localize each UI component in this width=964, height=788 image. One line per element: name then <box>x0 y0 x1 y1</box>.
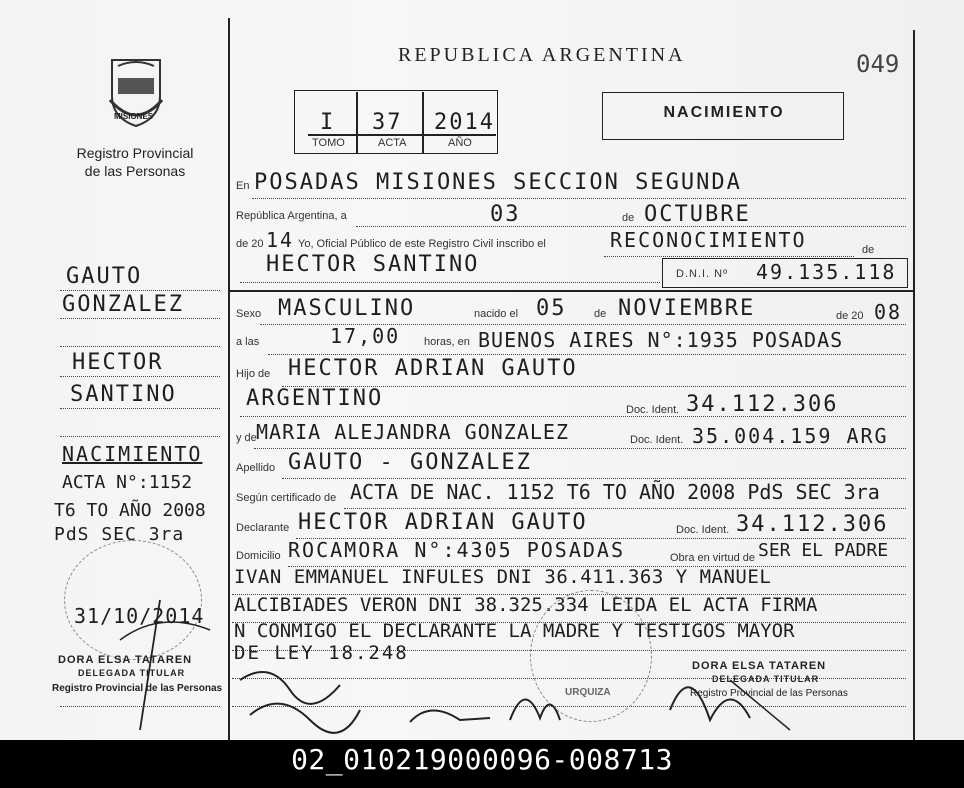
declarant-value: HECTOR ADRIAN GAUTO <box>298 510 588 535</box>
doc-label-1: Doc. Ident. <box>626 404 680 416</box>
doc-label-2: Doc. Ident. <box>630 434 684 446</box>
sidebar-rule-5 <box>60 408 220 409</box>
round-seal-label: URQUIZA <box>565 687 611 698</box>
date-rule <box>356 226 906 227</box>
left-signatory-office: Registro Provincial de las Personas <box>52 683 223 694</box>
registry-name <box>60 144 210 180</box>
act-type-rule <box>604 256 854 257</box>
right-signatory-office: Registro Provincial de las Personas <box>690 688 848 699</box>
sidebar-rule-4 <box>60 376 220 377</box>
dni-value: 49.135.118 <box>756 260 897 284</box>
tomo-label: TOMO <box>312 137 345 149</box>
de-label-2: de <box>862 244 875 256</box>
surname-rule <box>282 478 906 479</box>
registry-name-line-2: de las Personas <box>84 163 186 179</box>
acta-label: ACTA <box>378 137 407 149</box>
declarant-doc-value: 34.112.306 <box>736 512 889 537</box>
nacido-label: nacido el <box>474 308 519 320</box>
republica-label: República Argentina, a <box>236 210 347 222</box>
birth-year-prefix: de 20 <box>836 310 864 322</box>
day-value: 03 <box>490 202 521 227</box>
sidebar-rule-1 <box>60 290 220 291</box>
document-id: 02_010219000096-008713 <box>291 743 673 776</box>
obra-value: SER EL PADRE <box>758 540 889 561</box>
certificate-rule <box>344 508 906 509</box>
sidebar-note-4: PdS SEC 3ra <box>54 524 185 545</box>
sidebar-name-2: SANTINO <box>70 382 177 407</box>
month-value: OCTUBRE <box>644 202 751 227</box>
document-id-footer <box>0 740 964 788</box>
father-nationality-value: ARGENTINO <box>246 386 384 411</box>
sidebar-rule-3 <box>60 346 220 347</box>
country-title: REPUBLICA ARGENTINA <box>398 44 686 66</box>
place-value: POSADAS MISIONES SECCION SEGUNDA <box>254 170 742 195</box>
sexo-value: MASCULINO <box>278 296 416 321</box>
horas-label: horas, en <box>424 336 470 348</box>
sidebar-date: 31/10/2014 <box>74 604 205 628</box>
segun-label: Según certificado de <box>236 492 337 504</box>
en-label: En <box>236 180 250 192</box>
record-type-label: NACIMIENTO <box>663 104 785 121</box>
doc-label-3: Doc. Ident. <box>676 524 730 536</box>
birth-year-suffix: 08 <box>874 300 903 324</box>
sidebar-rule-2 <box>60 318 220 319</box>
left-signatory-name: DORA ELSA TATAREN <box>58 654 193 666</box>
tomo-value: I <box>320 110 336 135</box>
obra-label: Obra en virtud de <box>670 552 755 564</box>
section-rule-1 <box>230 290 914 292</box>
domicilio-label: Domicilio <box>236 550 281 562</box>
certificate-value: ACTA DE NAC. 1152 T6 TO AÑO 2008 PdS SEC 3ra <box>350 480 880 504</box>
sexo-label: Sexo <box>236 308 262 320</box>
record-box-divider-1 <box>356 92 358 154</box>
right-signatory-role: DELEGADA TITULAR <box>712 674 820 684</box>
misiones-seal <box>104 56 168 128</box>
record-box-divider-2 <box>422 92 424 154</box>
sidebar-rule-6 <box>60 436 220 437</box>
child-name-value: HECTOR SANTINO <box>266 252 480 277</box>
observation-line-1: IVAN EMMANUEL INFULES DNI 36.411.363 Y MANUEL <box>234 566 772 588</box>
hijo-label: Hijo de <box>236 368 271 380</box>
acta-value: 37 <box>372 110 403 135</box>
surname-value: GAUTO - GONZALEZ <box>288 450 532 475</box>
anio-value: 2014 <box>434 110 495 135</box>
apellido-label: Apellido <box>236 462 276 474</box>
sidebar-name-1: HECTOR <box>72 350 164 375</box>
sidebar-surname-2: GONZALEZ <box>62 292 184 317</box>
declarante-label: Declarante <box>236 522 290 534</box>
act-type-value: RECONOCIMIENTO <box>610 228 807 252</box>
birth-month-value: NOVIEMBRE <box>618 296 756 321</box>
observation-line-4: DE LEY 18.248 <box>234 642 409 664</box>
sidebar-surname-1: GAUTO <box>66 264 143 289</box>
place-rule <box>252 198 906 199</box>
sidebar-note-3: T6 TO AÑO 2008 <box>54 500 206 521</box>
alas-label: a las <box>236 336 260 348</box>
mother-rule <box>254 448 906 449</box>
birth-place-value: BUENOS AIRES N°:1935 POSADAS <box>478 328 844 352</box>
yde-label: y de <box>236 432 257 444</box>
page-number: 049 <box>856 50 900 78</box>
de-label: de <box>622 212 635 224</box>
officer-text: Yo, Oficial Público de este Registro Civil inscribo el <box>298 238 546 250</box>
seal-label: MISIONES <box>114 112 154 121</box>
sidebar-note-2: ACTA N°:1152 <box>62 472 193 493</box>
birth-place-rule <box>268 354 906 355</box>
father-doc-rule <box>240 416 906 417</box>
mother-name-value: MARIA ALEJANDRA GONZALEZ <box>256 420 569 444</box>
birth-time-value: 17,00 <box>330 324 401 348</box>
child-name-rule <box>240 282 660 283</box>
dni-label: D.N.I. Nº <box>676 268 729 280</box>
signature-scribbles <box>230 640 930 740</box>
observation-line-2: ALCIBIADES VERON DNI 38.325.334 LEIDA EL ACTA FIRMA <box>234 594 818 616</box>
observation-line-3: N CONMIGO EL DECLARANTE LA MADRE Y TESTIGOS MAYOR <box>234 620 795 642</box>
father-name-value: HECTOR ADRIAN GAUTO <box>288 356 578 381</box>
domicile-value: ROCAMORA N°:4305 POSADAS <box>288 538 625 562</box>
mother-doc-value: 35.004.159 ARG <box>692 424 889 448</box>
de-label-3: de <box>594 308 607 320</box>
right-column-border <box>913 30 915 740</box>
right-signatory-name: DORA ELSA TATAREN <box>692 660 827 672</box>
left-signatory-role: DELEGADA TITULAR <box>78 668 186 678</box>
registry-name-line-1: Registro Provincial <box>76 145 194 161</box>
sidebar-note-1: NACIMIENTO <box>62 442 203 466</box>
year-suffix-value: 14 <box>266 228 295 252</box>
anio-label: AÑO <box>448 137 472 149</box>
year-prefix-label: de 20 <box>236 238 264 250</box>
father-doc-value: 34.112.306 <box>686 392 839 417</box>
birth-day-value: 05 <box>536 296 567 321</box>
left-signature-scribble <box>100 590 230 740</box>
